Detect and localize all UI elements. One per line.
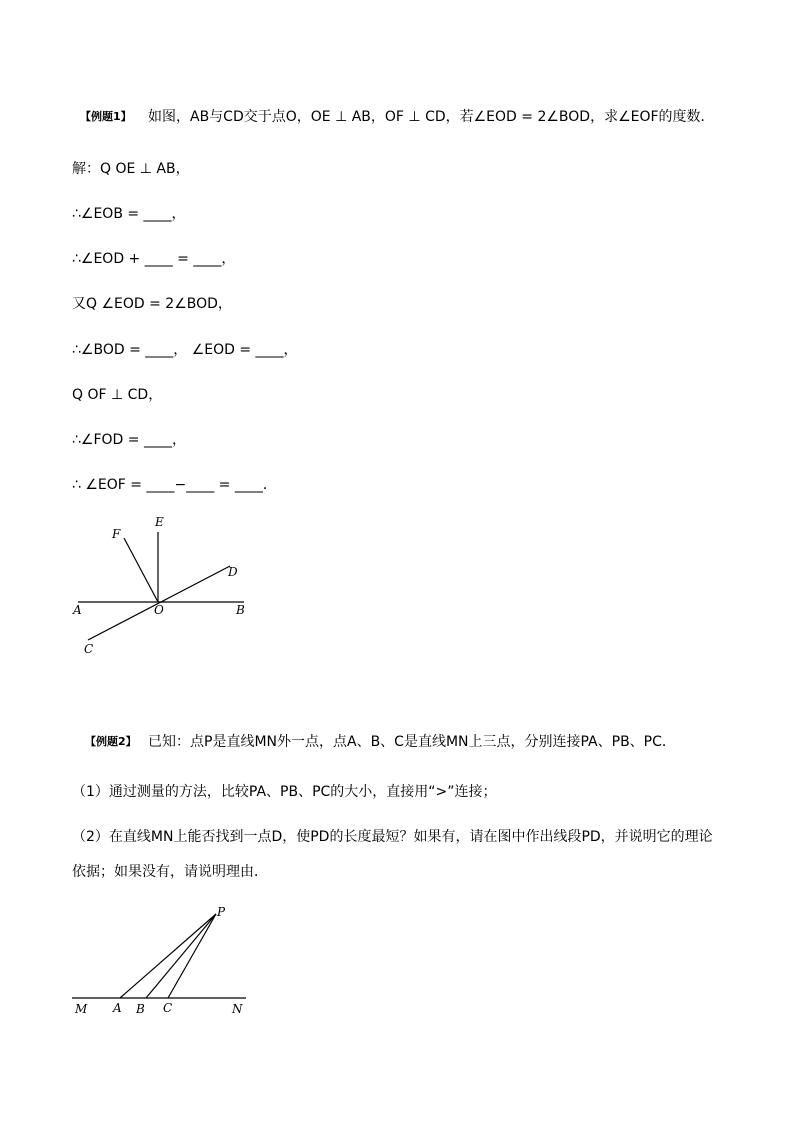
solution-step-3: ∴∠EOD + ____ = ____， <box>72 251 236 267</box>
example-2-part-2-line-2: 依据；如果没有，请说明理由． <box>72 864 268 880</box>
example-2-part-2-line-1: （2）在直线MN上能否找到一点D，使PD的长度最短？如果有，请在图中作出线段PD，并说明它的理论 <box>72 829 713 845</box>
label-b: B <box>236 603 245 617</box>
solution-step-1: 解：Q OE ⊥ AB， <box>72 161 190 177</box>
label-c: C <box>84 642 94 656</box>
example-1-tag: 【例题1】 <box>80 110 132 123</box>
segment-pb <box>146 914 216 998</box>
segment-pc <box>168 914 216 998</box>
ray-of <box>124 538 158 602</box>
label-b2: B <box>136 1002 145 1016</box>
label-a2: A <box>113 1001 122 1015</box>
label-m: M <box>75 1002 88 1016</box>
label-n: N <box>232 1002 243 1016</box>
figure-2-diagram <box>60 900 260 1030</box>
label-c2: C <box>163 1001 173 1015</box>
label-d: D <box>228 565 238 579</box>
label-o: O <box>154 603 164 617</box>
example-2-tag: 【例题2】 <box>85 735 137 748</box>
label-p: P <box>217 905 226 919</box>
solution-step-4: 又Q ∠EOD = 2∠BOD， <box>72 296 232 312</box>
segment-pa <box>120 914 216 998</box>
example-2-part-1: （1）通过测量的方法，比较PA、PB、PC的大小，直接用“>”连接； <box>72 784 497 800</box>
solution-step-7: ∴∠FOD = ____， <box>72 432 186 448</box>
example-1-question: 如图，AB与CD交于点O，OE ⊥ AB，OF ⊥ CD，若∠EOD = 2∠BOD，求∠EOF的度数． <box>148 109 715 125</box>
figure-1-diagram <box>60 510 260 660</box>
solution-step-8: ∴ ∠EOF = ____−____ = ____． <box>72 477 277 493</box>
label-a: A <box>73 603 82 617</box>
solution-step-6: Q OF ⊥ CD， <box>72 387 163 403</box>
label-f: F <box>112 527 121 541</box>
example-2-question: 已知：点P是直线MN外一点，点A、B、C是直线MN上三点，分别连接PA、PB、PC． <box>148 734 676 750</box>
label-e: E <box>155 515 164 529</box>
solution-step-2: ∴∠EOB = ____， <box>72 206 186 222</box>
solution-step-5: ∴∠BOD = ____， ∠EOD = ____， <box>72 342 298 358</box>
